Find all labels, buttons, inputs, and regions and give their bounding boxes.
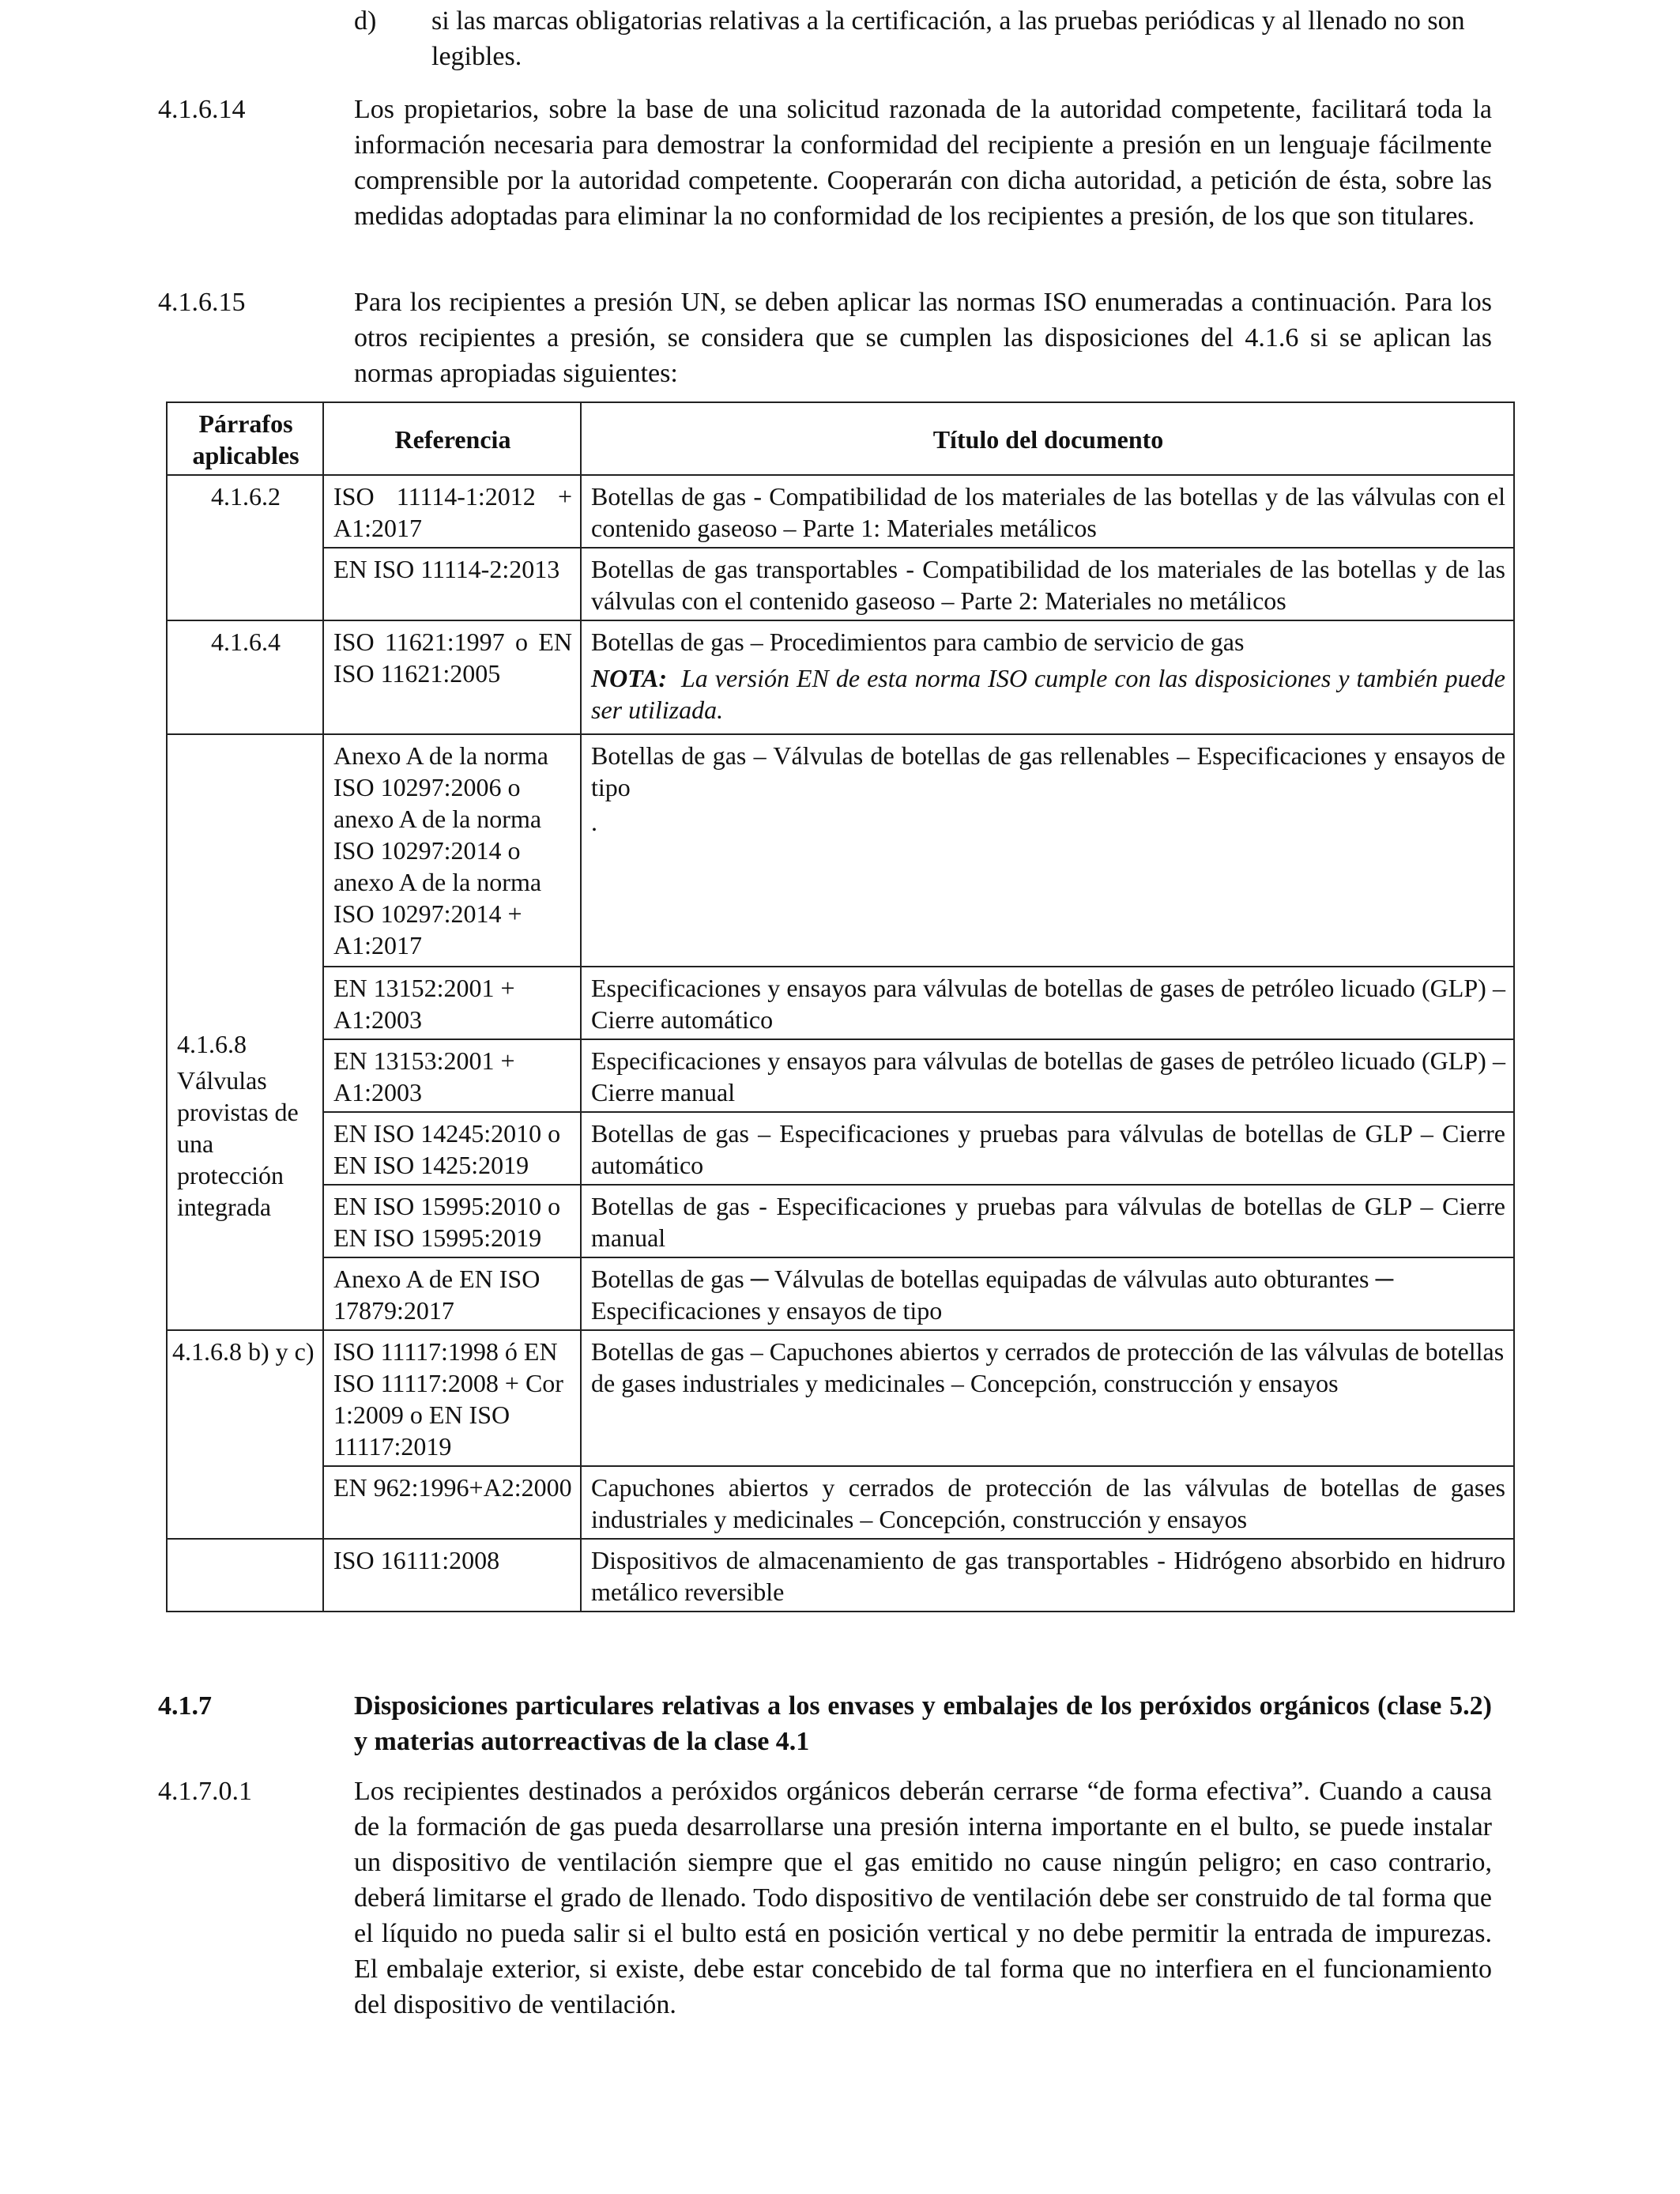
table-row bbox=[167, 1112, 1514, 1185]
group-cell: 4.1.6.8 b) y c) bbox=[167, 1330, 323, 1539]
table-row bbox=[167, 475, 1514, 548]
table-row bbox=[167, 967, 1514, 1039]
header-title: Título del documento bbox=[581, 402, 1514, 475]
reference-cell: EN ISO 14245:2010 o EN ISO 1425:2019 bbox=[323, 1112, 581, 1185]
table-row bbox=[167, 1466, 1514, 1539]
title-cell: Capuchones abiertos y cerrados de protección de las válvulas de botellas de gases industriales y medicinales – Concepción, construcción y ensayos bbox=[581, 1466, 1514, 1539]
title-cell: Botellas de gas ─ Válvulas de botellas equipadas de válvulas auto obturantes ─ Especificaciones y ensayos de tipo bbox=[581, 1257, 1514, 1330]
table-row bbox=[167, 1257, 1514, 1330]
section-heading: Disposiciones particulares relativas a los envases y embalajes de los peróxidos orgánicos (clase 5.2) y materias autorreactivas de la clase 4.1 bbox=[354, 1691, 1492, 1756]
table-row bbox=[167, 548, 1514, 620]
paragraph-number: 4.1.6.14 bbox=[158, 95, 246, 124]
list-item-label: d) bbox=[354, 6, 377, 36]
section-number: 4.1.7 bbox=[158, 1691, 212, 1721]
reference-cell: ISO 11621:1997 o EN ISO 11621:2005 bbox=[323, 620, 581, 734]
title-cell bbox=[581, 620, 1514, 734]
table-header-row bbox=[167, 402, 1514, 475]
table-row bbox=[167, 1039, 1514, 1112]
title-text: Botellas de gas – Válvulas de botellas de gas rellenables – Especificaciones y ensayos de tipo bbox=[591, 741, 1505, 801]
reference-cell: EN 13152:2001 + A1:2003 bbox=[323, 967, 581, 1039]
table-row bbox=[167, 1330, 1514, 1466]
group-cell bbox=[167, 1539, 323, 1612]
paragraph-number: 4.1.6.15 bbox=[158, 288, 246, 317]
title-cell: Botellas de gas transportables - Compatibilidad de los materiales de las botellas y de las válvulas con el contenido gaseoso – Parte 2: Materiales no metálicos bbox=[581, 548, 1514, 620]
title-extra: . bbox=[591, 808, 597, 836]
header-reference: Referencia bbox=[323, 402, 581, 475]
note-text: La versión EN de esta norma ISO cumple con las disposiciones y también puede ser utilizada. bbox=[591, 664, 1506, 724]
title-text: Botellas de gas – Procedimientos para cambio de servicio de gas bbox=[591, 628, 1245, 656]
group-number: 4.1.6.8 bbox=[177, 1030, 247, 1058]
reference-cell: Anexo A de la norma ISO 10297:2006 o anexo A de la norma ISO 10297:2014 o anexo A de la norma ISO 10297:2014 + A1:2017 bbox=[323, 734, 581, 967]
paragraph-text: Para los recipientes a presión UN, se deben aplicar las normas ISO enumeradas a continuación. Para los otros recipientes a presión, se considera que se cumplen las disposiciones del 4.1.6 si se aplican las normas apropiadas siguientes: bbox=[354, 288, 1492, 388]
title-cell: Botellas de gas - Compatibilidad de los materiales de las botellas y de las válvulas con el contenido gaseoso – Parte 1: Materiales metálicos bbox=[581, 475, 1514, 548]
reference-cell: EN ISO 15995:2010 o EN ISO 15995:2019 bbox=[323, 1185, 581, 1257]
paragraph-text: Los propietarios, sobre la base de una solicitud razonada de la autoridad competente, facilitará toda la información necesaria para demostrar la conformidad del recipiente a presión en un lenguaje fácilmente comprensible por la autoridad competente. Cooperarán con dicha autoridad, a petición de ésta, sobre las medidas adoptadas para eliminar la no conformidad de los recipientes a presión, de los que son titulares. bbox=[354, 95, 1492, 231]
title-cell: Botellas de gas – Especificaciones y pruebas para válvulas de botellas de GLP – Cierre automático bbox=[581, 1112, 1514, 1185]
title-cell: Dispositivos de almacenamiento de gas transportables - Hidrógeno absorbido en hidruro metálico reversible bbox=[581, 1539, 1514, 1612]
group-description: Válvulas provistas de una protección integrada bbox=[177, 1066, 299, 1221]
reference-cell: EN 13153:2001 + A1:2003 bbox=[323, 1039, 581, 1112]
group-cell bbox=[167, 734, 323, 1330]
table-row bbox=[167, 620, 1514, 734]
standards-table bbox=[166, 401, 1515, 1612]
paragraph-text: Los recipientes destinados a peróxidos orgánicos deberán cerrarse “de forma efectiva”. Cuando a causa de la formación de gas pueda desarrollarse una presión interna importante en el bulto, se puede instalar un dispositivo de ventilación siempre que el gas emitido no cause ningún peligro; en caso contrario, deberá limitarse el grado de llenado. Todo dispositivo de ventilación debe ser construido de tal forma que el líquido no pueda salir si el bulto está en posición vertical y no debe permitir la entrada de impurezas. El embalaje exterior, si existe, debe estar concebido de tal forma que no interfiera en el funcionamiento del dispositivo de ventilación. bbox=[354, 1777, 1492, 2019]
note-label: NOTA: bbox=[591, 664, 667, 692]
header-paragraphs: Párrafos aplicables bbox=[167, 402, 323, 475]
reference-cell: ISO 11114-1:2012 + A1:2017 bbox=[323, 475, 581, 548]
note bbox=[591, 662, 1505, 726]
title-cell: Especificaciones y ensayos para válvulas de botellas de gases de petróleo licuado (GLP) – Cierre manual bbox=[581, 1039, 1514, 1112]
group-cell: 4.1.6.4 bbox=[167, 620, 323, 734]
title-cell: Especificaciones y ensayos para válvulas de botellas de gases de petróleo licuado (GLP) – Cierre automático bbox=[581, 967, 1514, 1039]
reference-cell: Anexo A de EN ISO 17879:2017 bbox=[323, 1257, 581, 1330]
group-cell: 4.1.6.2 bbox=[167, 475, 323, 620]
reference-cell: ISO 11117:1998 ó EN ISO 11117:2008 + Cor 1:2009 o EN ISO 11117:2019 bbox=[323, 1330, 581, 1466]
title-cell: Botellas de gas - Especificaciones y pruebas para válvulas de botellas de GLP – Cierre manual bbox=[581, 1185, 1514, 1257]
reference-cell: EN ISO 11114-2:2013 bbox=[323, 548, 581, 620]
table-row bbox=[167, 734, 1514, 967]
list-item-text: si las marcas obligatorias relativas a la certificación, a las pruebas periódicas y al llenado no son legibles. bbox=[431, 6, 1465, 71]
title-cell bbox=[581, 734, 1514, 967]
table-row bbox=[167, 1539, 1514, 1612]
reference-cell: EN 962:1996+A2:2000 bbox=[323, 1466, 581, 1539]
reference-cell: ISO 16111:2008 bbox=[323, 1539, 581, 1612]
title-cell: Botellas de gas – Capuchones abiertos y cerrados de protección de las válvulas de botellas de gases industriales y medicinales – Concepción, construcción y ensayos bbox=[581, 1330, 1514, 1466]
paragraph-number: 4.1.7.0.1 bbox=[158, 1777, 252, 1806]
table-row bbox=[167, 1185, 1514, 1257]
